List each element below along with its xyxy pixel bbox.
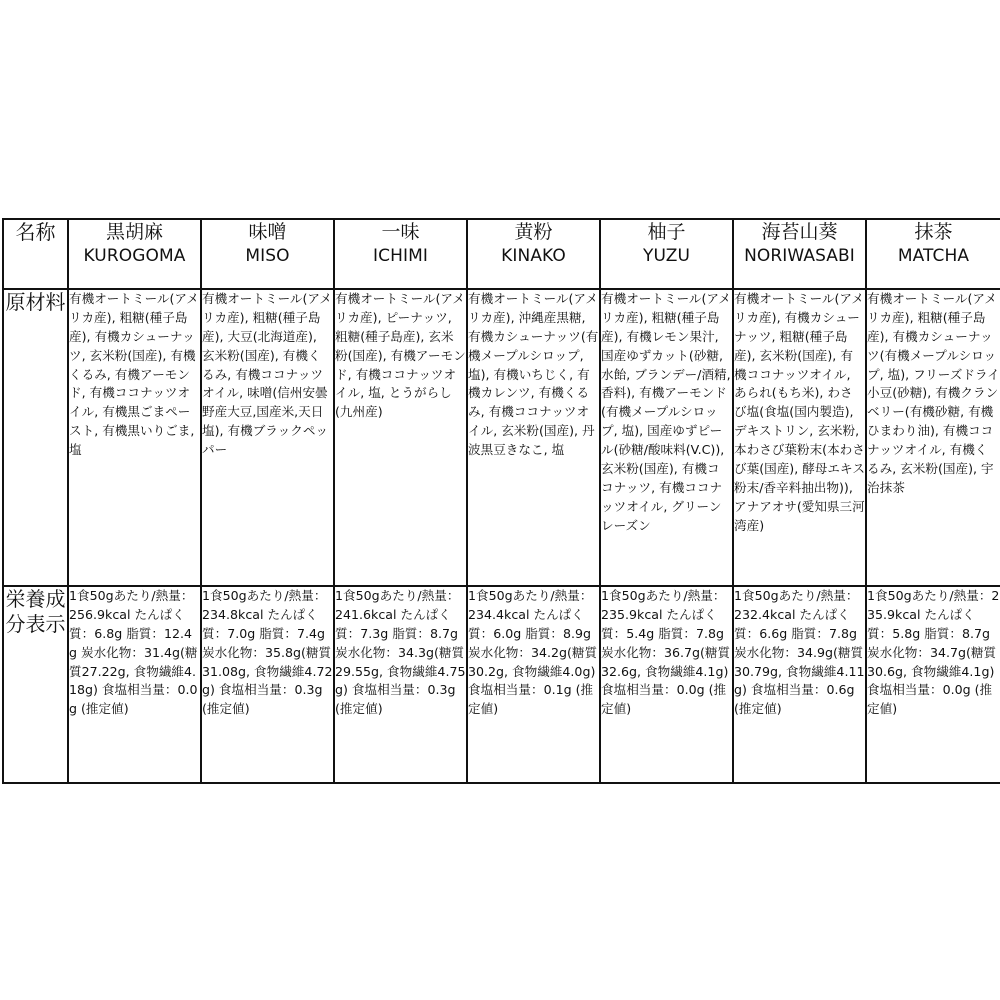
flavor-name-en: MATCHA: [897, 245, 970, 266]
nutrition-row-label: 栄養成分表示: [3, 586, 68, 783]
ingredients-row: [3, 289, 1000, 586]
flavor-name-jp: 海苔山葵: [761, 221, 838, 243]
flavor-name-jp: 味噌: [248, 221, 287, 243]
product-info-table: [2, 218, 1000, 784]
flavor-name-en: KINAKO: [501, 245, 566, 266]
flavor-name-jp: 黒胡麻: [105, 221, 163, 243]
ingredients-kurogoma: 有機オートミール(アメリカ産), 粗糖(種子島産), 有機カシューナッツ, 玄米粉(国産), 有機くるみ, 有機アーモンド, 有機ココナッツオイル, 有機黒ごまペースト, 有機黒いりごま, 塩: [68, 289, 201, 586]
flavor-name-jp: 一味: [381, 221, 420, 243]
nutrition-ichimi: 1食50gあたり/熱量：241.6kcal たんぱく質：7.3g 脂質：8.7g 炭水化物：34.3g(糖質29.55g, 食物繊維4.75g) 食塩相当量：0.3g (推定値): [334, 586, 467, 783]
ingredients-yuzu: 有機オートミール(アメリカ産), 粗糖(種子島産), 有機レモン果汁, 国産ゆずカット(砂糖, 水飴, ブランデー/酒精, 香料), 有機アーモンド(有機メープルシロップ, 塩), 国産ゆずピール(砂糖/酸味料(V.C)), 玄米粉(国産), 有機ココナッツ, 有機ココナッツオイル, グリーンレーズン: [600, 289, 733, 586]
name-row: [3, 219, 1000, 289]
flavor-name-kurogoma: [68, 219, 201, 289]
flavor-name-en: ICHIMI: [373, 245, 428, 266]
ingredients-matcha: 有機オートミール(アメリカ産), 粗糖(種子島産), 有機カシューナッツ(有機メープルシロップ, 塩), フリーズドライ小豆(砂糖), 有機クランベリー(有機砂糖, 有機ひまわり油), 有機ココナッツオイル, 有機くるみ, 玄米粉(国産), 宇治抹茶: [866, 289, 1000, 586]
flavor-name-en: YUZU: [642, 245, 691, 266]
flavor-name-en: KUROGOMA: [83, 245, 186, 266]
flavor-name-kinako: [467, 219, 600, 289]
nutrition-miso: 1食50gあたり/熱量：234.8kcal たんぱく質：7.0g 脂質：7.4g 炭水化物：35.8g(糖質31.08g, 食物繊維4.72g) 食塩相当量：0.3g (推定値): [201, 586, 334, 783]
flavor-name-jp: 抹茶: [914, 221, 953, 243]
ingredients-ichimi: 有機オートミール(アメリカ産), ピーナッツ, 粗糖(種子島産), 玄米粉(国産), 有機アーモンド, 有機ココナッツオイル, 塩, とうがらし(九州産): [334, 289, 467, 586]
flavor-name-matcha: [866, 219, 1000, 289]
nutrition-yuzu: 1食50gあたり/熱量：235.9kcal たんぱく質：5.4g 脂質：7.8g 炭水化物：36.7g(糖質32.6g, 食物繊維4.1g) 食塩相当量：0.0g (推定値): [600, 586, 733, 783]
flavor-name-ichimi: [334, 219, 467, 289]
flavor-name-jp: 黄粉: [514, 221, 553, 243]
nutrition-kinako: 1食50gあたり/熱量：234.4kcal たんぱく質：6.0g 脂質：8.9g 炭水化物：34.2g(糖質30.2g, 食物繊維4.0g) 食塩相当量：0.1g (推定値): [467, 586, 600, 783]
ingredients-miso: 有機オートミール(アメリカ産), 粗糖(種子島産), 大豆(北海道産), 玄米粉(国産), 有機くるみ, 有機ココナッツオイル, 味噌(信州安曇野産大豆,国産米,天日塩), 有機ブラックペッパー: [201, 289, 334, 586]
flavor-name-jp: 柚子: [647, 221, 686, 243]
flavor-name-en: MISO: [245, 245, 290, 266]
ingredients-kinako: 有機オートミール(アメリカ産), 沖縄産黒糖, 有機カシューナッツ(有機メープルシロップ, 塩), 有機いちじく, 有機カレンツ, 有機くるみ, 有機ココナッツオイル, 玄米粉(国産), 丹波黒豆きなこ, 塩: [467, 289, 600, 586]
flavor-name-en: NORIWASABI: [744, 245, 855, 266]
flavor-name-yuzu: [600, 219, 733, 289]
ingredients-noriwasabi: 有機オートミール(アメリカ産), 有機カシューナッツ, 粗糖(種子島産), 玄米粉(国産), 有機ココナッツオイル, あられ(もち米), わさび塩(食塩(国内製造), デキストリン, 玄米粉, 本わさび葉粉末(本わさび葉(国産), 酵母エキス粉末/香辛料抽出物)), アナアオサ(愛知県三河湾産): [733, 289, 866, 586]
nutrition-noriwasabi: 1食50gあたり/熱量：232.4kcal たんぱく質：6.6g 脂質：7.8g 炭水化物：34.9g(糖質30.79g, 食物繊維4.11g) 食塩相当量：0.6g (推定値): [733, 586, 866, 783]
name-row-label: 名称: [3, 219, 68, 289]
ingredients-row-label: 原材料: [3, 289, 68, 586]
flavor-name-noriwasabi: [733, 219, 866, 289]
nutrition-row: [3, 586, 1000, 783]
nutrition-matcha: 1食50gあたり/熱量：235.9kcal たんぱく質：5.8g 脂質：8.7g 炭水化物：34.7g(糖質30.6g, 食物繊維4.1g) 食塩相当量：0.0g (推定値): [866, 586, 1000, 783]
flavor-name-miso: [201, 219, 334, 289]
nutrition-kurogoma: 1食50gあたり/熱量：256.9kcal たんぱく質：6.8g 脂質：12.4g 炭水化物：31.4g(糖質27.22g, 食物繊維4.18g) 食塩相当量：0.0g (推定値): [68, 586, 201, 783]
